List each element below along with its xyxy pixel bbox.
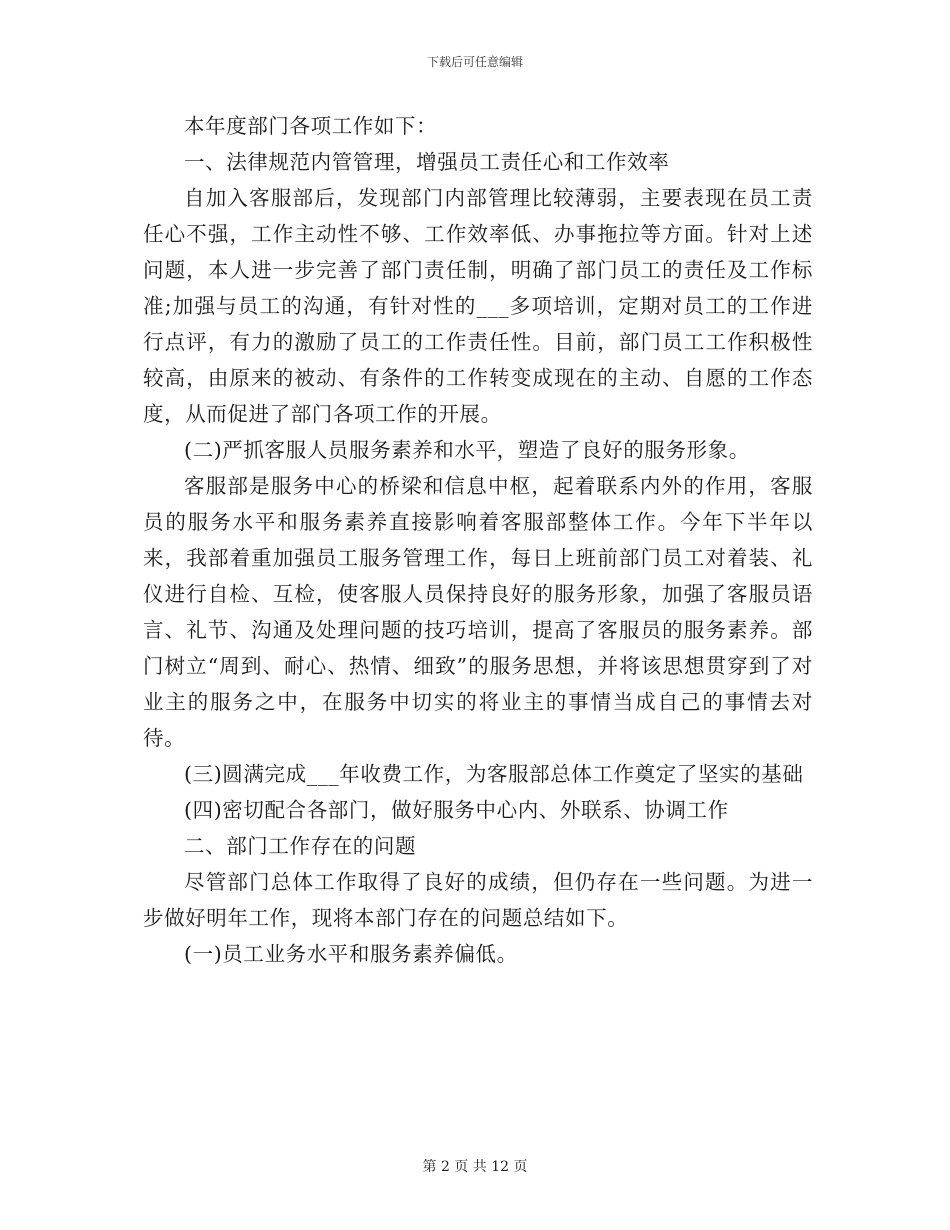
subheading-problem-1: (一)员工业务水平和服务素养偏低。 (184, 942, 518, 966)
paragraph-service: 客服部是服务中心的桥梁和信息中枢，起着联系内外的作用，客服员的服务水平和服务素养直接影响着客服部整体工作。今年下半年以来，我部着重加强员工服务管理工作，每日上班前部门员工对着装、礼仪进行自检、互检，使客服人员保持良好的服务形象，加强了客服员语言、礼节、沟通及处理问题的技巧培训，提高了客服员的服务素养。部门树立“周到、耐心、热情、细致”的服务思想，并将该思想贯穿到了对业主的服务之中，在服务中切实的将业主的事情当成自己的事情去对待。 (143, 474, 813, 750)
subheading-3: (三)圆满完成___年收费工作，为客服部总体工作奠定了坚实的基础 (184, 762, 804, 786)
subheading-2: (二)严抓客服人员服务素养和水平，塑造了良好的服务形象。 (184, 438, 750, 462)
section-heading-1: 一、法律规范内管管理，增强员工责任心和工作效率 (184, 150, 670, 174)
paragraph-management: 自加入客服部后，发现部门内部管理比较薄弱，主要表现在员工责任心不强，工作主动性不够、工作效率低、办事拖拉等方面。针对上述问题，本人进一步完善了部门责任制，明确了部门员工的责任及工作标准;加强与员工的沟通，有针对性的___多项培训，定期对员工的工作进行点评，有力的激励了员工的工作责任性。目前，部门员工工作积极性较高，由原来的被动、有条件的工作转变成现在的主动、自愿的工作态度，从而促进了部门各项工作的开展。 (143, 186, 813, 426)
paragraph-problems: 尽管部门总体工作取得了良好的成绩，但仍存在一些问题。为进一步做好明年工作，现将本部门存在的问题总结如下。 (143, 870, 813, 930)
section-heading-2: 二、部门工作存在的问题 (184, 834, 417, 858)
page-header-note: 下载后可任意编辑 (426, 55, 523, 69)
page-number: 第 2 页 共 12 页 (422, 1159, 528, 1175)
subheading-4: (四)密切配合各部门，做好服务中心内、外联系、协调工作 (184, 798, 729, 822)
paragraph-intro: 本年度部门各项工作如下： (184, 114, 438, 138)
document-body (143, 108, 813, 972)
